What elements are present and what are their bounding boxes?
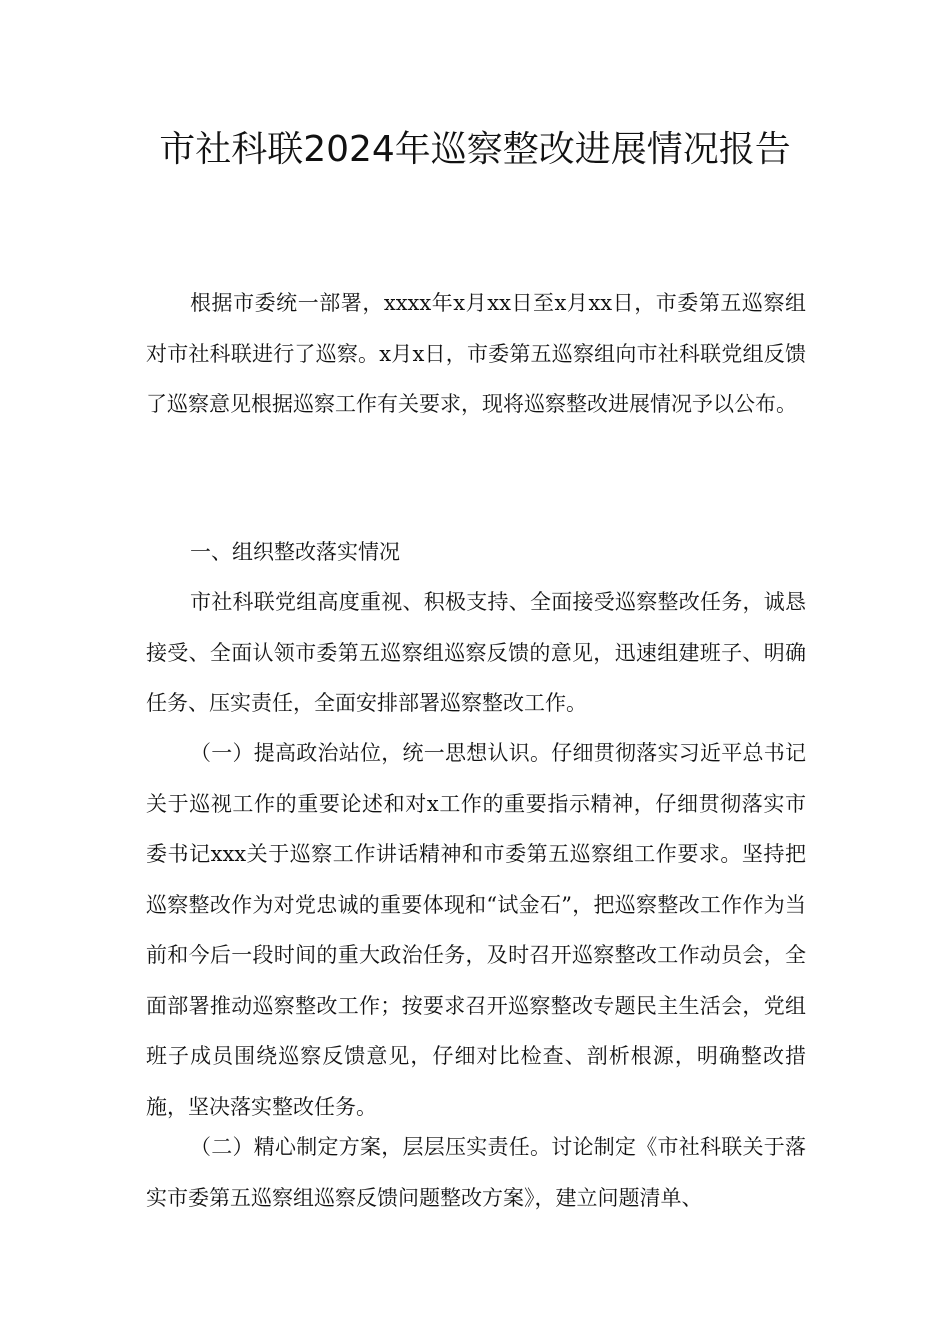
document-title: 市社科联2024年巡察整改进展情况报告: [159, 129, 791, 170]
body-paragraph: 市社科联党组高度重视、积极支持、全面接受巡察整改任务，诚恳接受、全面认领市委第五巡察组巡察反馈的意见，迅速组建班子、明确任务、压实责任，全面安排部署巡察整改工作。: [146, 590, 806, 715]
section-heading: 一、组织整改落实情况: [190, 540, 400, 564]
body-paragraph: （一）提高政治站位，统一思想认识。仔细贯彻落实习近平总书记关于巡视工作的重要论述和对x工作的重要指示精神，仔细贯彻落实市委书记xxx关于巡察工作讲话精神和市委第五巡察组工作要求。坚持把巡察整改作为对党忠诚的重要体现和“试金石”，把巡察整改工作作为当前和今后一段时间的重大政治任务，及时召开巡察整改工作动员会，全面部署推动巡察整改工作；按要求召开巡察整改专题民主生活会，党组班子成员围绕巡察反馈意见，仔细对比检查、剖析根源，明确整改措施，坚决落实整改任务。: [146, 741, 806, 1119]
intro-paragraph: 根据市委统一部署，xxxx年x月xx日至x月xx日，市委第五巡察组对市社科联进行了巡察。x月x日，市委第五巡察组向市社科联党组反馈了巡察意见根据巡察工作有关要求，现将巡察整改进展情况予以公布。: [146, 291, 806, 416]
body-paragraph: （二）精心制定方案，层层压实责任。讨论制定《市社科联关于落实市委第五巡察组巡察反馈问题整改方案》，建立问题清单、: [146, 1135, 806, 1210]
